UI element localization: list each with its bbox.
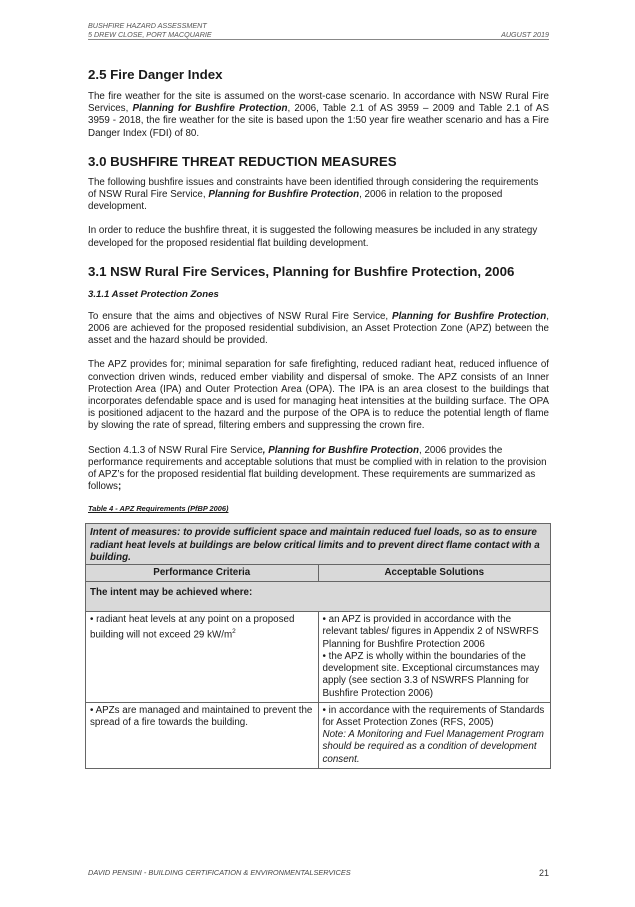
paragraph-apz-aims <box>88 311 549 348</box>
text: , 2006, Table 2.1 of AS 3959 – 2009 and Table 2.1 of AS 3959 - 2018, the fire weather for the site is based upon the 1:50 year fire weather scenario and has a Fire Danger Index (FDI) of 80. <box>88 103 549 139</box>
paragraph-issues <box>88 177 549 214</box>
table-row <box>86 582 551 612</box>
intent-cell: Intent of measures: to provide sufficient space and maintain reduced fuel loads, so as to ensure radiant heat levels at buildings are below critical limits and to prevent direct flame contact with a building. <box>86 524 551 565</box>
table-caption: Table 4 - APZ Requirements (PfBP 2006) <box>88 504 229 514</box>
apz-requirements-table <box>85 523 551 768</box>
text-emphasis: , Planning for Bushfire Protection <box>262 444 419 456</box>
list-item: • an APZ is provided in accordance with the relevant tables/ figures in Appendix 2 of NSWRFS Planning for Bushfire Protection 2006 <box>322 614 539 650</box>
paragraph-section-413 <box>88 445 549 494</box>
text-emphasis: Planning for Bushfire Protection <box>208 189 360 201</box>
table-cell: • APZs are managed and maintained to prevent the spread of a fire towards the building. <box>86 702 319 768</box>
heading-nsw-rfs: 3.1 NSW Rural Fire Services, Planning for Bushfire Protection, 2006 <box>88 263 515 279</box>
text-emphasis: Planning for Bushfire Protection <box>392 310 547 322</box>
list-item: • in accordance with the requirements of Standards for Asset Protection Zones (RFS, 2005) <box>322 704 545 728</box>
table-row <box>86 612 551 702</box>
table-cell <box>318 702 551 768</box>
list-item: • the APZ is wholly within the boundaries of the development site. Exceptional circumstances may apply (see section 3.3 of NSWRFS Planning for Bushfire Protection 2006) <box>322 650 540 699</box>
header-address: 5 DREW CLOSE, PORT MACQUARIE <box>88 30 212 39</box>
header-date: AUGUST 2019 <box>501 30 549 39</box>
page-body <box>88 66 549 769</box>
note-text: Note: A Monitoring and Fuel Management Program should be required as a condition of development consent. <box>322 729 544 765</box>
text: The fire weather for the site is assumed on the worst-case scenario. In accordance with NSW Rural Fire Services, <box>88 91 549 115</box>
column-header-criteria: Performance Criteria <box>86 565 319 582</box>
paragraph-fire-weather <box>88 91 549 140</box>
column-header-solutions: Acceptable Solutions <box>318 565 551 582</box>
page-header <box>88 21 549 39</box>
text: , 2006 provides the performance requirements and acceptable solutions that must be complied with in relation to the provision of APZ’s for the proposed residential flat building development. These requirements are summarized as follows <box>88 444 547 493</box>
table-cell <box>86 612 319 702</box>
table-cell <box>318 612 551 702</box>
paragraph-measures: In order to reduce the bushfire threat, it is suggested the following measures be included in any strategy developed for the proposed residential flat building development. <box>88 225 538 249</box>
footer-company: DAVID PENSINI - BUILDING CERTIFICATION & ENVIRONMENTALSERVICES <box>88 868 351 877</box>
page-footer <box>88 868 549 877</box>
superscript: 2 <box>232 628 236 636</box>
text: ; <box>117 481 122 493</box>
paragraph-apz-provides: The APZ provides for; minimal separation for safe firefighting, reduced radiant heat, reduced influence of convection driven winds, reduced ember viability and dispersal of smoke. The APZ consists of an Inner Protection Area (IPA) and Outer Protection Area (OPA). The IPA is an area closest to the buildings that incorporates defendable space and is used for managing heat intensities at the building surface. The OPA is positioned adjacent to the hazard and the purpose of the OPA is to reduce the potential length of flame by slowing the rate of spread, filtering embers and suppressing the crown fire. <box>88 359 549 432</box>
heading-fire-danger-index: 2.5 Fire Danger Index <box>88 67 223 82</box>
heading-threat-reduction: 3.0 BUSHFIRE THREAT REDUCTION MEASURES <box>88 153 397 169</box>
header-rule <box>88 39 549 40</box>
text: • radiant heat levels at any point on a proposed building will not exceed 29 kW/m <box>90 614 295 641</box>
page-number: 21 <box>538 868 549 878</box>
table-row <box>86 702 551 768</box>
text: Section 4.1.3 of NSW Rural Fire Service <box>88 444 263 456</box>
text: To ensure that the aims and objectives of NSW Rural Fire Service, <box>88 310 393 322</box>
text-emphasis: Planning for Bushfire Protection <box>132 103 288 115</box>
text: , 2006 in relation to the proposed development. <box>88 189 503 213</box>
subheading-apz: 3.1.1 Asset Protection Zones <box>88 288 219 300</box>
intent-subheader-cell: The intent may be achieved where: <box>86 582 551 612</box>
text: The following bushfire issues and constraints have been identified through considering the requirements of NSW Rural Fire Service, <box>88 176 539 201</box>
table-header-row <box>86 565 551 582</box>
table-row <box>86 524 551 565</box>
header-title: BUSHFIRE HAZARD ASSESSMENT <box>88 21 207 30</box>
text: , 2006 are achieved for the proposed residential subdivision, an Asset Protection Zone (APZ) between the asset and the hazard should be provided. <box>88 310 549 347</box>
